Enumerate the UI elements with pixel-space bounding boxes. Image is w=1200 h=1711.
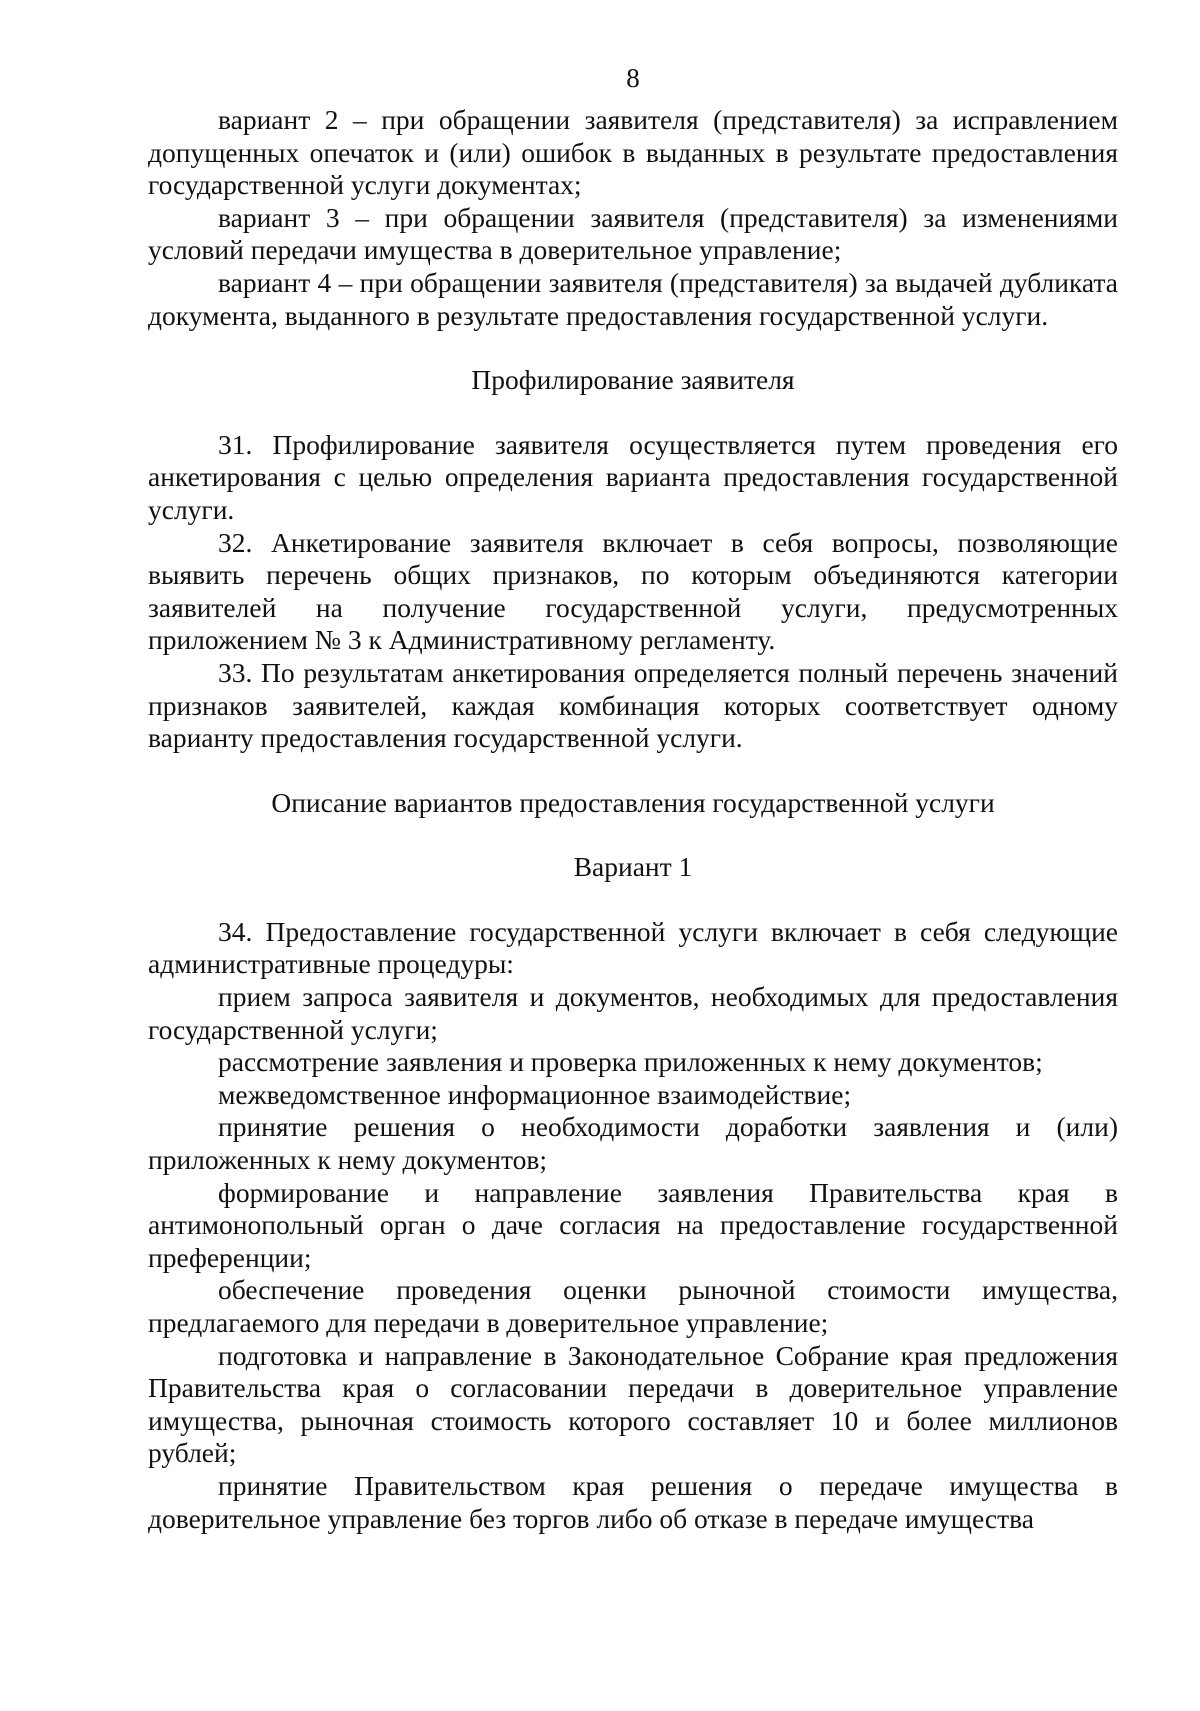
procedure-item-revision-decision: принятие решения о необходимости доработки заявления и (или) приложенных к нему документов;	[148, 1111, 1118, 1176]
page-number: 8	[626, 63, 640, 93]
procedure-item-government-decision: принятие Правительством края решения о передаче имущества в доверительное управление без торгов либо об отказе в передаче имущества	[148, 1469, 1118, 1534]
paragraph-variant-4: вариант 4 – при обращении заявителя (представителя) за выдачей дубликата документа, выданного в результате предоставления государственной услуги.	[148, 266, 1118, 331]
section-heading-variant-1: Вариант 1	[573, 851, 693, 883]
paragraph-variant-2: вариант 2 – при обращении заявителя (представителя) за исправлением допущенных опечаток и (или) ошибок в выданных в результате предоставления государственной услуги документах;	[148, 104, 1118, 201]
paragraph-31: 31. Профилирование заявителя осуществляется путем проведения его анкетирования с целью определения варианта предоставления государственной услуги.	[148, 428, 1118, 525]
section-heading-variants-description: Описание вариантов предоставления государственной услуги	[271, 786, 995, 818]
paragraph-33: 33. По результатам анкетирования определяется полный перечень значений признаков заявителей, каждая комбинация которых соответствует одному варианту предоставления государственной услуги.	[148, 656, 1118, 754]
paragraph-34: 34. Предоставление государственной услуги включает в себя следующие административные процедуры:	[148, 915, 1118, 980]
paragraph-variant-3: вариант 3 – при обращении заявителя (представителя) за изменениями условий передачи имущества в доверительное управление;	[148, 201, 1118, 266]
procedure-item-interagency: межведомственное информационное взаимодействие;	[218, 1078, 852, 1110]
document-page	[148, 62, 1118, 1662]
section-heading-profiling: Профилирование заявителя	[471, 364, 795, 396]
procedure-item-valuation: обеспечение проведения оценки рыночной стоимости имущества, предлагаемого для передачи в доверительное управление;	[148, 1274, 1118, 1338]
procedure-item-antimonopoly: формирование и направление заявления Правительства края в антимонопольный орган о даче согласия на предоставление государственной преференции;	[148, 1176, 1118, 1273]
procedure-item-review: рассмотрение заявления и проверка приложенных к нему документов;	[218, 1046, 1043, 1078]
procedure-item-legislative-assembly: подготовка и направление в Законодательное Собрание края предложения Правительства края о согласовании передачи в доверительное управление имущества, рыночная стоимость которого составляет 10 и более миллионов рублей;	[148, 1339, 1118, 1469]
procedure-item-request-intake: прием запроса заявителя и документов, необходимых для предоставления государственной услуги;	[148, 981, 1118, 1045]
paragraph-32: 32. Анкетирование заявителя включает в себя вопросы, позволяющие выявить перечень общих признаков, по которым объединяются категории заявителей на получение государственной услуги, предусмотренных приложением № 3 к Административному регламенту.	[148, 526, 1118, 656]
